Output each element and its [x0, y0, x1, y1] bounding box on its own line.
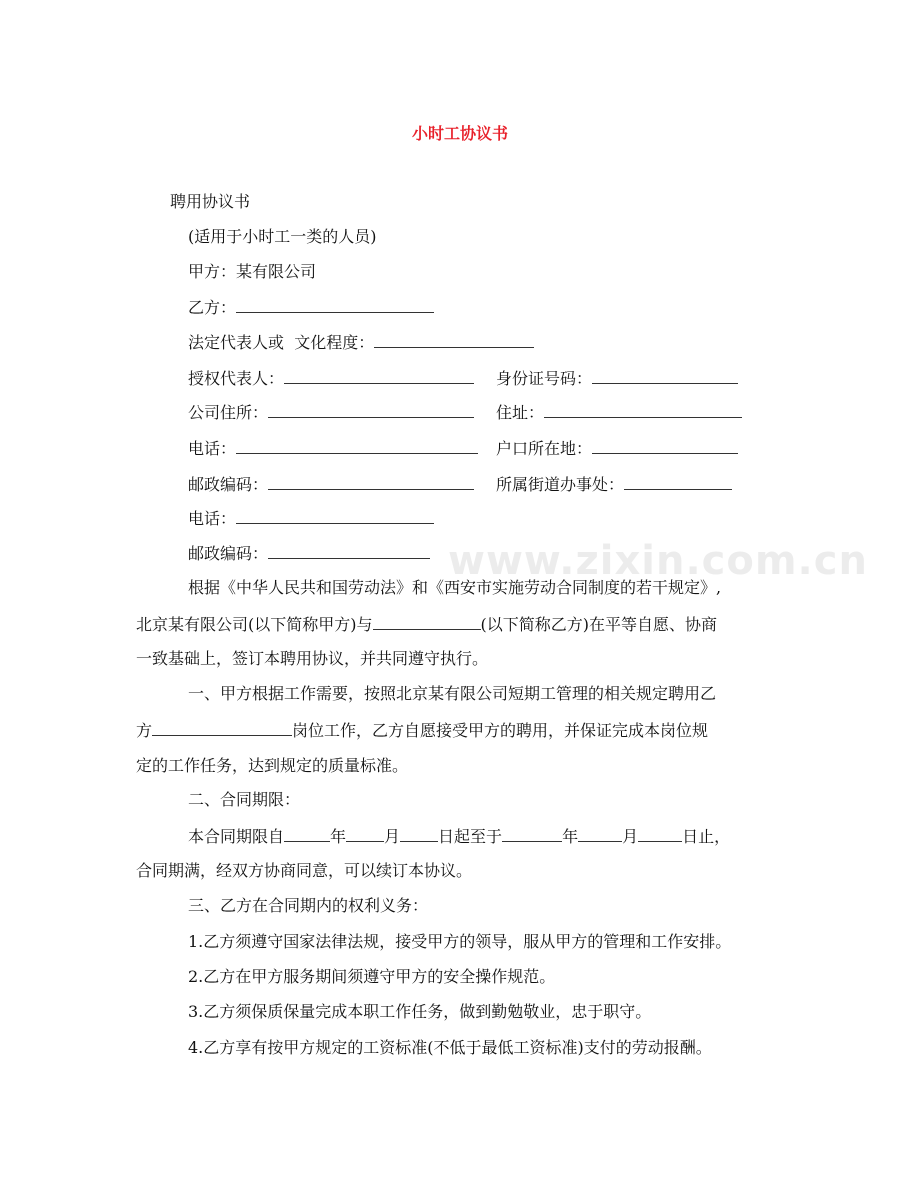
para1-line2-b: (以下简称乙方)在平等自愿、协商 — [480, 615, 717, 634]
document-title: 小时工协议书 — [411, 124, 508, 143]
section2-heading: 二、合同期限： — [188, 790, 301, 809]
postcode2-row — [188, 543, 430, 564]
party-b-blank[interactable] — [236, 297, 434, 313]
phone2-blank[interactable] — [236, 508, 434, 524]
start-day-blank[interactable] — [400, 826, 438, 842]
phone2-label: 电话： — [188, 509, 237, 528]
para2-line1: 一、甲方根据工作需要，按照北京某有限公司短期工管理的相关规定聘用乙 — [188, 684, 717, 703]
term-start-label: 本合同期限自 — [188, 827, 285, 846]
para2-line2 — [136, 720, 708, 741]
term-from-label: 日起至于 — [438, 827, 503, 846]
auth-rep-label: 授权代表人： — [188, 369, 285, 388]
para1-line2-a: 北京某有限公司(以下简称甲方)与 — [136, 615, 373, 634]
start-month-blank[interactable] — [346, 826, 384, 842]
para2-line2-b: 岗位工作，乙方自愿接受甲方的聘用，并保证完成本岗位规 — [292, 721, 709, 740]
street-office-label: 所属街道办事处： — [496, 475, 625, 494]
para1-party-blank[interactable] — [373, 614, 481, 630]
item-2: 2.乙方在甲方服务期间须遵守甲方的安全操作规范。 — [188, 967, 556, 986]
para1-line1: 根据《中华人民共和国劳动法》和《西安市实施劳动合同制度的若干规定》, — [188, 578, 722, 597]
phone-blank[interactable] — [236, 438, 478, 454]
item-3: 3.乙方须保质保量完成本职工作任务，做到勤勉敬业，忠于职守。 — [188, 1002, 652, 1021]
company-addr-blank[interactable] — [268, 402, 474, 418]
para1-line2 — [136, 614, 717, 635]
company-addr-row — [188, 402, 474, 423]
postcode-row — [188, 474, 474, 495]
party-b-row — [188, 297, 434, 318]
addr-row — [496, 402, 742, 423]
phone2-row — [188, 508, 434, 529]
subheading: (适用于小时工一类的人员) — [188, 227, 377, 246]
heading: 聘用协议书 — [170, 192, 251, 211]
postcode-blank[interactable] — [268, 474, 474, 490]
id-row — [496, 368, 738, 389]
postcode-label: 邮政编码： — [188, 475, 269, 494]
hukou-row — [496, 438, 738, 459]
hukou-label: 户口所在地： — [496, 439, 593, 458]
end-year-blank[interactable] — [502, 826, 562, 842]
postcode2-label: 邮政编码： — [188, 544, 269, 563]
end-day-blank[interactable] — [638, 826, 682, 842]
term-end-label: 日止， — [682, 827, 731, 846]
legal-rep-row — [188, 332, 534, 353]
end-month-blank[interactable] — [578, 826, 622, 842]
legal-rep-label: 法定代表人或 — [188, 333, 285, 352]
para1-line3: 一致基础上，签订本聘用协议，并共同遵守执行。 — [136, 649, 489, 668]
party-a: 甲方：某有限公司 — [188, 262, 317, 281]
auth-rep-row — [188, 368, 474, 389]
company-addr-label: 公司住所： — [188, 403, 269, 422]
street-office-blank[interactable] — [624, 474, 732, 490]
item-1: 1.乙方须遵守国家法律法规，接受甲方的领导，服从甲方的管理和工作安排。 — [188, 932, 732, 951]
term-month2-label: 月 — [622, 827, 639, 846]
watermark: www.zixin.com.cn — [448, 538, 868, 584]
phone-row — [188, 438, 478, 459]
term-year2-label: 年 — [562, 827, 579, 846]
id-label: 身份证号码： — [496, 369, 593, 388]
para2-line2-a: 方 — [136, 721, 153, 740]
id-blank[interactable] — [592, 368, 738, 384]
auth-rep-blank[interactable] — [284, 368, 474, 384]
para2-post-blank[interactable] — [152, 720, 292, 736]
term-month-label: 月 — [384, 827, 401, 846]
party-b-label: 乙方： — [188, 298, 237, 317]
para2-line3: 定的工作任务，达到规定的质量标准。 — [136, 756, 409, 775]
term-year-label: 年 — [330, 827, 347, 846]
street-office-row — [496, 474, 732, 495]
education-label: 文化程度： — [294, 333, 375, 352]
postcode2-blank[interactable] — [268, 543, 430, 559]
addr-blank[interactable] — [544, 402, 742, 418]
education-blank[interactable] — [374, 332, 534, 348]
term-line2: 合同期满，经双方协商同意，可以续订本协议。 — [136, 861, 473, 880]
hukou-blank[interactable] — [592, 438, 738, 454]
term-line1 — [188, 826, 730, 847]
addr-label: 住址： — [496, 403, 545, 422]
start-year-blank[interactable] — [284, 826, 330, 842]
phone-label: 电话： — [188, 439, 237, 458]
section3-heading: 三、乙方在合同期内的权利义务： — [188, 896, 429, 915]
item-4: 4.乙方享有按甲方规定的工资标准(不低于最低工资标准)支付的劳动报酬。 — [188, 1038, 712, 1057]
